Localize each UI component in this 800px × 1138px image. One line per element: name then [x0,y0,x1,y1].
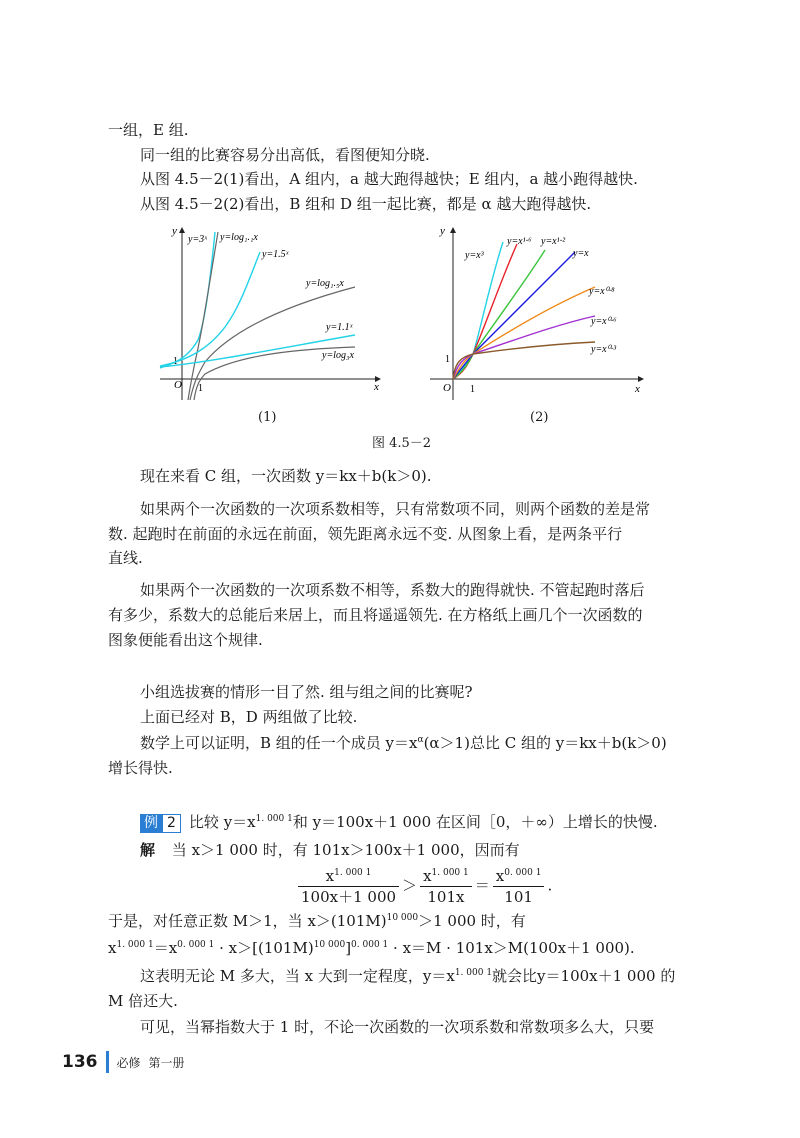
curve-label: y=log₃x [322,350,354,361]
frac-denominator: 101 [504,888,533,906]
text-run: ＞1 000 时，有 [418,912,526,930]
curve-label: y=1.5ˣ [262,249,289,260]
superscript: 1. 000 1 [116,940,154,950]
paragraph-line [140,733,667,753]
footer-volume: 第一册 [148,1055,185,1070]
superscript: 0. 000 1 [504,868,542,878]
curve-label: y=x³ [465,250,484,261]
page-footer [62,1050,185,1074]
text-run: 数学上可以证明，B 组的任一个成员 y＝x [140,734,418,752]
text-run: 当 x＞1 000 时，有 101x＞100x＋1 000，因而有 [171,841,520,859]
text-run: (α＞1)总比 C 组的 y＝kx＋b(k＞0) [423,734,667,752]
solution-line: 可见，当幂指数大于 1 时，不论一次函数的一次项系数和常数项多么大，只要 [140,1018,655,1036]
text-run: · x＝M · 101x＞M(100x＋1 000). [388,939,635,957]
superscript: 1. 000 1 [255,814,293,824]
tick-one: 1 [470,384,475,395]
solution-line: M 倍还大. [108,992,178,1010]
curve-label: y=log₁.₅x [306,278,344,289]
tick-one: 1 [173,356,178,367]
text-run: ＝x [153,939,178,957]
origin-label: O [443,382,451,394]
solution-line [140,840,520,860]
fraction [493,866,545,907]
solution-line [108,911,526,931]
text-run: x [108,939,117,957]
paragraph-line: 直线. [108,549,143,567]
paragraph-line: 一组，E 组. [108,121,189,139]
text-run: 这表明无论 M 多大，当 x 大到一定程度，y＝x [140,967,455,985]
example-tag: 例 [140,814,162,833]
text-run: 比较 y＝x [188,813,256,831]
paragraph-line: 如果两个一次函数的一次项系数不相等，系数大的跑得就快. 不管起跑时落后 [140,581,645,599]
paragraph-line: 有多少，系数大的总能后来居上，而且将遥遥领先. 在方格纸上画几个一次函数的 [108,606,643,624]
curve-label: y=3ˣ [188,234,208,245]
frac-numerator: x [325,867,335,885]
frac-denominator: 101x [427,888,465,906]
paragraph-line: 上面已经对 B，D 两组做了比较. [140,708,358,726]
frac-denominator: 100x＋1 000 [301,888,397,906]
paragraph-line: 从图 4.5－2(2)看出，B 组和 D 组一起比赛，都是 α 越大跑得越快. [140,195,592,213]
paragraph-line: 图象便能看出这个规律. [108,631,263,649]
figure-caption: 图 4.5－2 [372,436,432,451]
paragraph-line: 同一组的比赛容易分出高低，看图便知分晓. [140,146,430,164]
text-run: ] [345,939,352,957]
paragraph-line: 增长得快. [108,759,173,777]
curve-label: y=x⁰·⁶ [591,316,617,327]
paragraph-line: 数. 起跑时在前面的永远在前面，领先距离永远不变. 从图象上看，是两条平行 [108,525,623,543]
figure-left-graph [150,222,390,402]
curve-label: y=x¹·⁶ [507,236,532,247]
paragraph-line: 从图 4.5－2(1)看出，A 组内，a 越大跑得越快；E 组内，a 越小跑得越快. [140,170,638,188]
axis-x-label: x [635,383,640,395]
figure-right-graph [425,222,650,402]
superscript: 0. 000 1 [177,940,215,950]
paragraph-line: 小组选拔赛的情形一目了然. 组与组之间的比赛呢? [140,683,473,701]
superscript: 0. 000 1 [351,940,389,950]
tick-one: 1 [198,383,203,394]
superscript: 1. 000 1 [454,968,493,978]
text-run: 就会比y＝100x＋1 000 的 [492,967,676,985]
curve-label: y=log₁.₁x [220,232,258,243]
superscript: 10 000 [386,913,419,923]
axis-x-label: x [374,381,379,393]
example-number: 2 [162,814,181,833]
axis-y-label: y [172,225,177,237]
origin-label: O [174,379,182,391]
superscript: 1. 000 1 [431,868,469,878]
text-run: · x＞[(101M) [214,939,314,957]
paragraph-line: 现在来看 C 组，一次函数 y＝kx＋b(k＞0). [140,467,432,485]
frac-numerator: x [423,867,432,885]
figure-right-label: (2) [530,410,549,425]
curve-label: y=x [573,248,589,259]
text-run: 于是，对任意正数 M＞1，当 x＞(101M) [108,912,387,930]
solution-label: 解 [140,841,156,859]
solution-line [140,966,675,986]
curve-label: y=x⁰·⁸ [589,286,615,297]
figure-left-label: (1) [258,410,277,425]
curve-label: y=x⁰·³ [591,344,617,355]
fraction [420,866,472,907]
solution-line [108,938,635,958]
footer-divider [106,1051,109,1073]
superscript: 1. 000 1 [334,868,372,878]
curve-label: y=1.1ˣ [326,322,353,333]
frac-numerator: x [495,867,505,885]
footer-book: 必修 [116,1055,141,1070]
text-run: 和 y＝100x＋1 000 在区间［0，＋∞）上增长的快慢. [292,813,658,831]
axis-y-label: y [440,225,445,237]
paragraph-line: 如果两个一次函数的一次项系数相等，只有常数项不同，则两个函数的差是常 [140,500,651,518]
curve-label: y=x¹·² [541,236,566,247]
superscript: 10 000 [313,940,346,950]
page-number: 136 [62,1052,98,1072]
superscript: α [417,735,424,745]
fraction [298,866,399,907]
fraction-equation: $\frac{x^{1. 000 1}}{100x+1 000}$ ＞ $\frac{x^{1. 000 1}}{101x}$ ＝ $\frac{x^{0. 000 1}}{101}$ . [295,866,552,907]
tick-one: 1 [445,354,450,365]
example-heading [140,812,658,833]
